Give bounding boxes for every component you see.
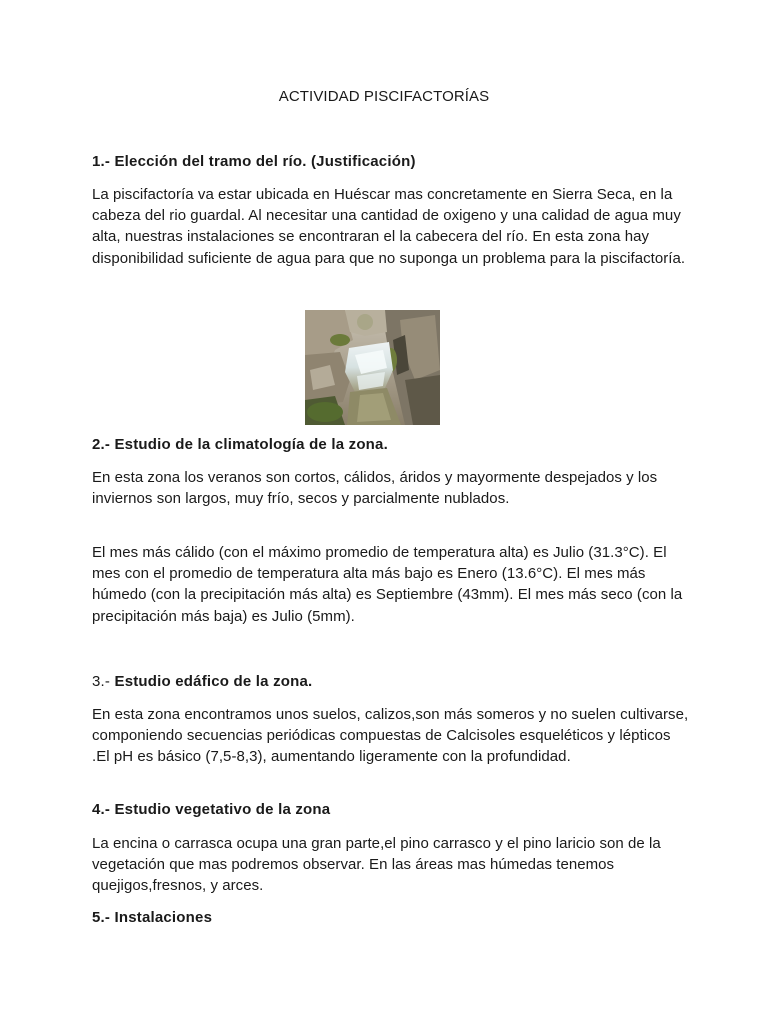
section-3-heading [92, 673, 312, 690]
section-3-heading-number: 3.- [92, 673, 115, 690]
section-2-paragraph-1: En esta zona los veranos son cortos, cálidos, áridos y mayormente despejados y los inviernos son largos, muy frío, secos y parcialmente nublados. [92, 469, 658, 508]
section-3-paragraph-1: En esta zona encontramos unos suelos, calizos,son más someros y no suelen cultivarse, componiendo secuencias periódicas compuestas de Calcisoles esqueléticos y lépticos .El pH es básico (7,5-8,3), aumentando ligeramente con la profundidad. [92, 706, 689, 766]
river-waterfall-photo [305, 310, 440, 425]
document-title: ACTIVIDAD PISCIFACTORÍAS [278, 88, 490, 105]
section-5-heading: 5.- Instalaciones [92, 909, 213, 926]
section-2-heading: 2.- Estudio de la climatología de la zona. [92, 436, 388, 453]
section-4-heading: 4.- Estudio vegetativo de la zona [92, 801, 331, 818]
section-1-paragraph-1: La piscifactoría va estar ubicada en Huéscar mas concretamente en Sierra Seca, en la cabeza del rio guardal. Al necesitar una cantidad de oxigeno y una calidad de agua muy alta, nuestras instalaciones se encontraran el la cabecera del río. En esta zona hay disponibilidad suficiente de agua para que no suponga un problema para la piscifactoría. [92, 186, 686, 267]
section-1-heading: 1.- Elección del tramo del río. (Justificación) [92, 153, 416, 170]
section-4-paragraph-1: La encina o carrasca ocupa una gran parte,el pino carrasco y el pino laricio son de la vegetación que mas podremos observar. En las áreas mas húmedas tenemos quejigos,fresnos, y arces. [92, 835, 661, 895]
section-3-heading-text: Estudio edáfico de la zona. [114, 673, 313, 690]
section-2-paragraph-2: El mes más cálido (con el máximo promedio de temperatura alta) es Julio (31.3°C). El mes con el promedio de temperatura alta más bajo es Enero (13.6°C). El mes más húmedo (con la precipitación más alta) es Septiembre (43mm). El mes más seco (con la precipitación más baja) es Julio (5mm). [92, 544, 683, 625]
